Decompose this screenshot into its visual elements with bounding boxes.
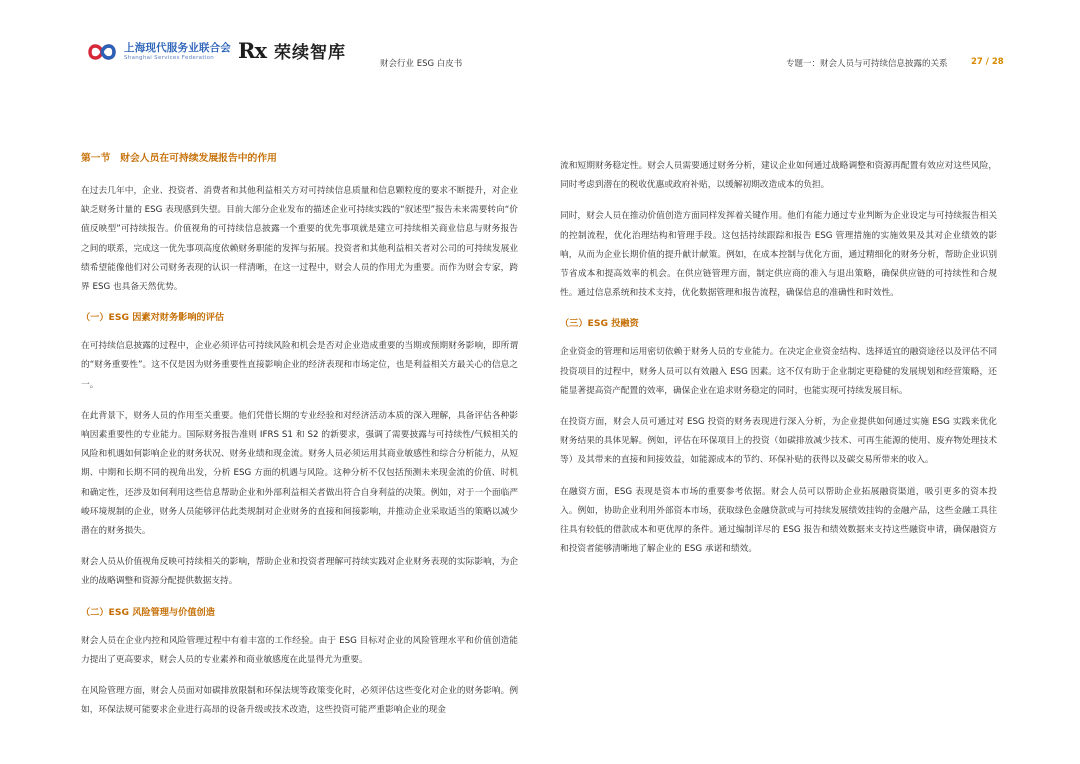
- subsection-title: （三）ESG 投融资: [560, 318, 639, 330]
- paragraph: 财会人员在企业内控和风险管理过程中有着丰富的工作经验。由于 ESG 目标对企业的风险管理水平和价值创造能力提出了更高要求，财会人员的专业素养和商业敏感度在此显得尤为重要。: [81, 635, 518, 665]
- paragraph: 流和短期财务稳定性。财会人员需要通过财务分析，建议企业如何通过战略调整和资源再配置有效应对这些风险，同时考虑到潜在的税收优惠或政府补贴，以缓解初期改造成本的负担。: [560, 161, 997, 191]
- document-title: 财会行业 ESG 白皮书: [380, 59, 463, 69]
- page-header: [0, 0, 1080, 80]
- paragraph: 同时，财会人员在推动价值创造方面同样发挥着关键作用。他们有能力通过专业判断为企业设定与可持续报告相关的控制流程，优化治理结构和管理手段。这包括持续跟踪和报告 ESG 管理措施的实施效果及其对企业绩效的影响，从而为企业长期价值的提升献计献策。例如，在成本控制与优化方面，通过精细化的财务分析，帮助企业识别节省成本和提高效率的机会。在供应链管理方面，制定供应商的准入与退出策略，确保供应链的可持续性和合规性。通过信息系统和技术支持，优化数据管理和报告流程，确保信息的准确性和时效性。: [560, 211, 997, 299]
- paragraph: 财会人员从价值视角反映可持续相关的影响，帮助企业和投资者理解可持续实践对企业财务表现的实际影响，为企业的战略调整和资源分配提供数据支持。: [81, 557, 518, 587]
- paragraph: 在融资方面，ESG 表现是资本市场的重要参考依据。财会人员可以帮助企业拓展融资渠道，吸引更多的资本投入。例如，协助企业利用外部资本市场，获取绿色金融贷款或与可持续发展绩效挂钩的金融产品，这些金融工具往往具有较低的借款成本和更优厚的条件。通过编制详尽的 ESG 报告和绩效数据来支持这些融资申请，确保融资方和投资者能够清晰地了解企业的 ESG 承诺和绩效。: [560, 486, 997, 555]
- subsection-title: （二）ESG 风险管理与价值创造: [81, 606, 215, 618]
- brand-mark: Rx: [238, 38, 266, 63]
- right-column: [560, 157, 997, 571]
- subsection-title: （一）ESG 因素对财务影响的评估: [81, 312, 225, 324]
- section-title: 第一节 财会人员在可持续发展报告中的作用: [81, 153, 277, 164]
- paragraph: 在此背景下，财务人员的作用至关重要。他们凭借长期的专业经验和对经济活动本质的深入理解，具备评估各种影响因素重要性的专业能力。国际财务报告准则 IFRS S1 和 S2 的新要求，强调了需要披露与可持续性/气候相关的风险和机遇如何影响企业的财务状况、财务业绩和现金流。财务人员必须运用其商业敏感性和综合分析能力，从短期、中期和长期不同的视角出发，分析 ESG 方面的机遇与风险。这种分析不仅包括预测未来现金流的价值、时机和确定性，还涉及如何利用这些信息帮助企业和外部利益相关者做出符合自身利益的决策。例如，对于一个面临严峻环境规制的企业，财务人员能够评估此类规制对企业财务的直接和间接影响，并推动企业采取适当的策略以减少潜在的财务损失。: [81, 410, 518, 537]
- topic-title: 专题一：财会人员与可持续信息披露的关系: [786, 59, 948, 69]
- ssf-logo-icon: [86, 40, 118, 64]
- paragraph: 在投资方面，财会人员可通过对 ESG 投资的财务表现进行深入分析，为企业提供如何通过实施 ESG 实践来优化财务结果的具体见解。例如，评估在环保项目上的投资（如碳排放减少技术、可再生能源的使用、废弃物处理技术等）及其带来的直接和间接效益，如能源成本的节约、环保补贴的获得以及碳交易所带来的收入。: [560, 417, 997, 466]
- paragraph: 企业资金的管理和运用密切依赖于财务人员的专业能力。在决定企业资金结构、选择适宜的融资途径以及评估不同投资项目的过程中，财务人员可以有效融入 ESG 因素。这不仅有助于企业制定更稳健的发展规划和经营策略，还能显著提高资产配置的效率，确保企业在追求财务稳定的同时，也能实现可持续发展目标。: [560, 347, 997, 396]
- brand-name: 荣续智库: [273, 43, 346, 63]
- paragraph: 在风险管理方面，财会人员面对如碳排放限制和环保法规等政策变化时，必须评估这些变化对企业的财务影响。例如，环保法规可能要求企业进行高昂的设备升级或技术改造，这些投资可能严重影响企业的现金: [81, 686, 518, 716]
- brand-logo: [238, 38, 346, 63]
- ssf-logo: [86, 40, 231, 64]
- left-column: [81, 150, 518, 732]
- paragraph: 在过去几年中，企业、投资者、消费者和其他利益相关方对可持续信息质量和信息颗粒度的要求不断提升，对企业缺乏财务计量的 ESG 表现感到失望。目前大部分企业发布的描述企业可持续实践的“叙述型”报告未来需要转向“价值反映型”可持续报告。价值视角的可持续信息披露一个重要的优先事项就是建立可持续相关商业信息与财务报告之间的联系，完成这一优先事项高度依赖财务职能的发挥与拓展。投资者和其他利益相关者对公司的可持续发展业绩希望能像他们对公司财务表现的认识一样清晰，在这一过程中，财会人员的作用尤为重要。而作为财会专家，跨界 ESG 也具备天然优势。: [81, 186, 518, 293]
- org-name-cn: 上海现代服务业联合会: [124, 41, 231, 54]
- paragraph: 在可持续信息披露的过程中，企业必须评估可持续风险和机会是否对企业造成重要的当期或预期财务影响，即所谓的“财务重要性”。这不仅是因为财务重要性直接影响企业的经济表现和市场定位，也是利益相关方最关心的信息之一。: [81, 341, 518, 390]
- page-number: 27 / 28: [971, 57, 1004, 67]
- org-name-en: Shanghai Services Federation: [124, 55, 215, 61]
